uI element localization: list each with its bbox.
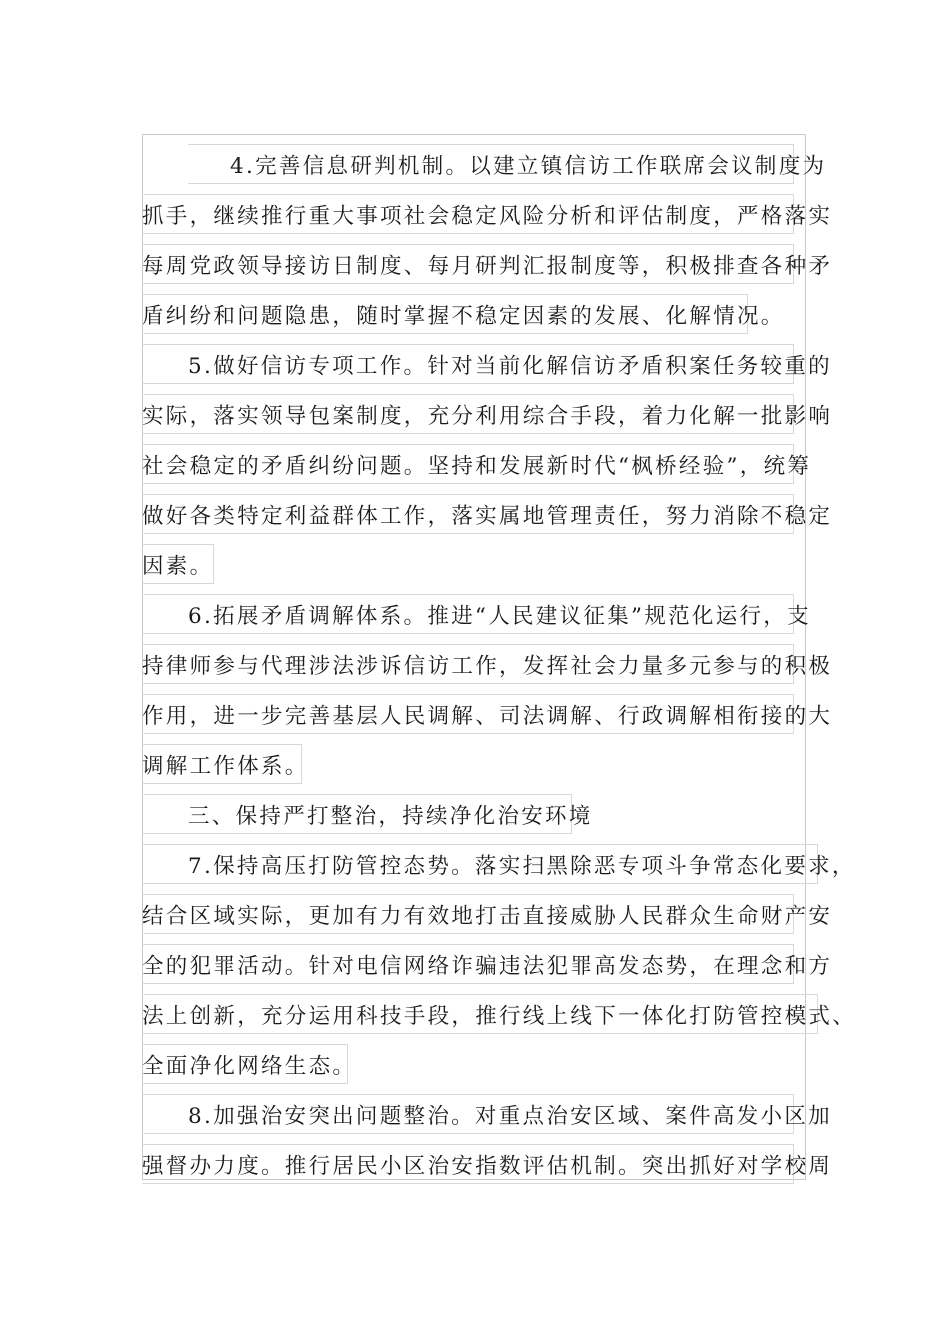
text-line: 盾纠纷和问题隐患，随时掌握不稳定因素的发展、化解情况。 [142, 294, 748, 334]
text-line: 作用，进一步完善基层人民调解、司法调解、行政调解相衔接的大 [142, 694, 794, 734]
text-line: 5.做好信访专项工作。针对当前化解信访矛盾积案任务较重的 [142, 344, 794, 384]
text-line: 全面净化网络生态。 [142, 1044, 348, 1084]
text-line: 7.保持高压打防管控态势。落实扫黑除恶专项斗争常态化要求， [142, 844, 818, 884]
text-line: 实际，落实领导包案制度，充分利用综合手段，着力化解一批影响 [142, 394, 794, 434]
text-line: 调解工作体系。 [142, 744, 302, 784]
text-line: 法上创新，充分运用科技手段，推行线上线下一体化打防管控模式、 [142, 994, 818, 1034]
text-line: 结合区域实际，更加有力有效地打击直接威胁人民群众生命财产安 [142, 894, 794, 934]
text-line: 4.完善信息研判机制。以建立镇信访工作联席会议制度为 [188, 144, 794, 184]
text-line: 持律师参与代理涉法涉诉信访工作，发挥社会力量多元参与的积极 [142, 644, 794, 684]
text-line: 做好各类特定利益群体工作，落实属地管理责任，努力消除不稳定 [142, 494, 794, 534]
text-line: 强督办力度。推行居民小区治安指数评估机制。突出抓好对学校周 [142, 1144, 794, 1184]
text-line: 抓手，继续推行重大事项社会稳定风险分析和评估制度，严格落实 [142, 194, 794, 234]
text-line: 因素。 [142, 544, 214, 584]
text-line: 全的犯罪活动。针对电信网络诈骗违法犯罪高发态势，在理念和方 [142, 944, 794, 984]
text-line: 社会稳定的矛盾纠纷问题。坚持和发展新时代“枫桥经验”，统筹 [142, 444, 794, 484]
text-line: 6.拓展矛盾调解体系。推进“人民建议征集”规范化运行，支 [142, 594, 794, 634]
section-heading: 三、保持严打整治，持续净化治安环境 [142, 794, 572, 834]
text-line: 8.加强治安突出问题整治。对重点治安区域、案件高发小区加 [142, 1094, 794, 1134]
text-line: 每周党政领导接访日制度、每月研判汇报制度等，积极排查各种矛 [142, 244, 794, 284]
